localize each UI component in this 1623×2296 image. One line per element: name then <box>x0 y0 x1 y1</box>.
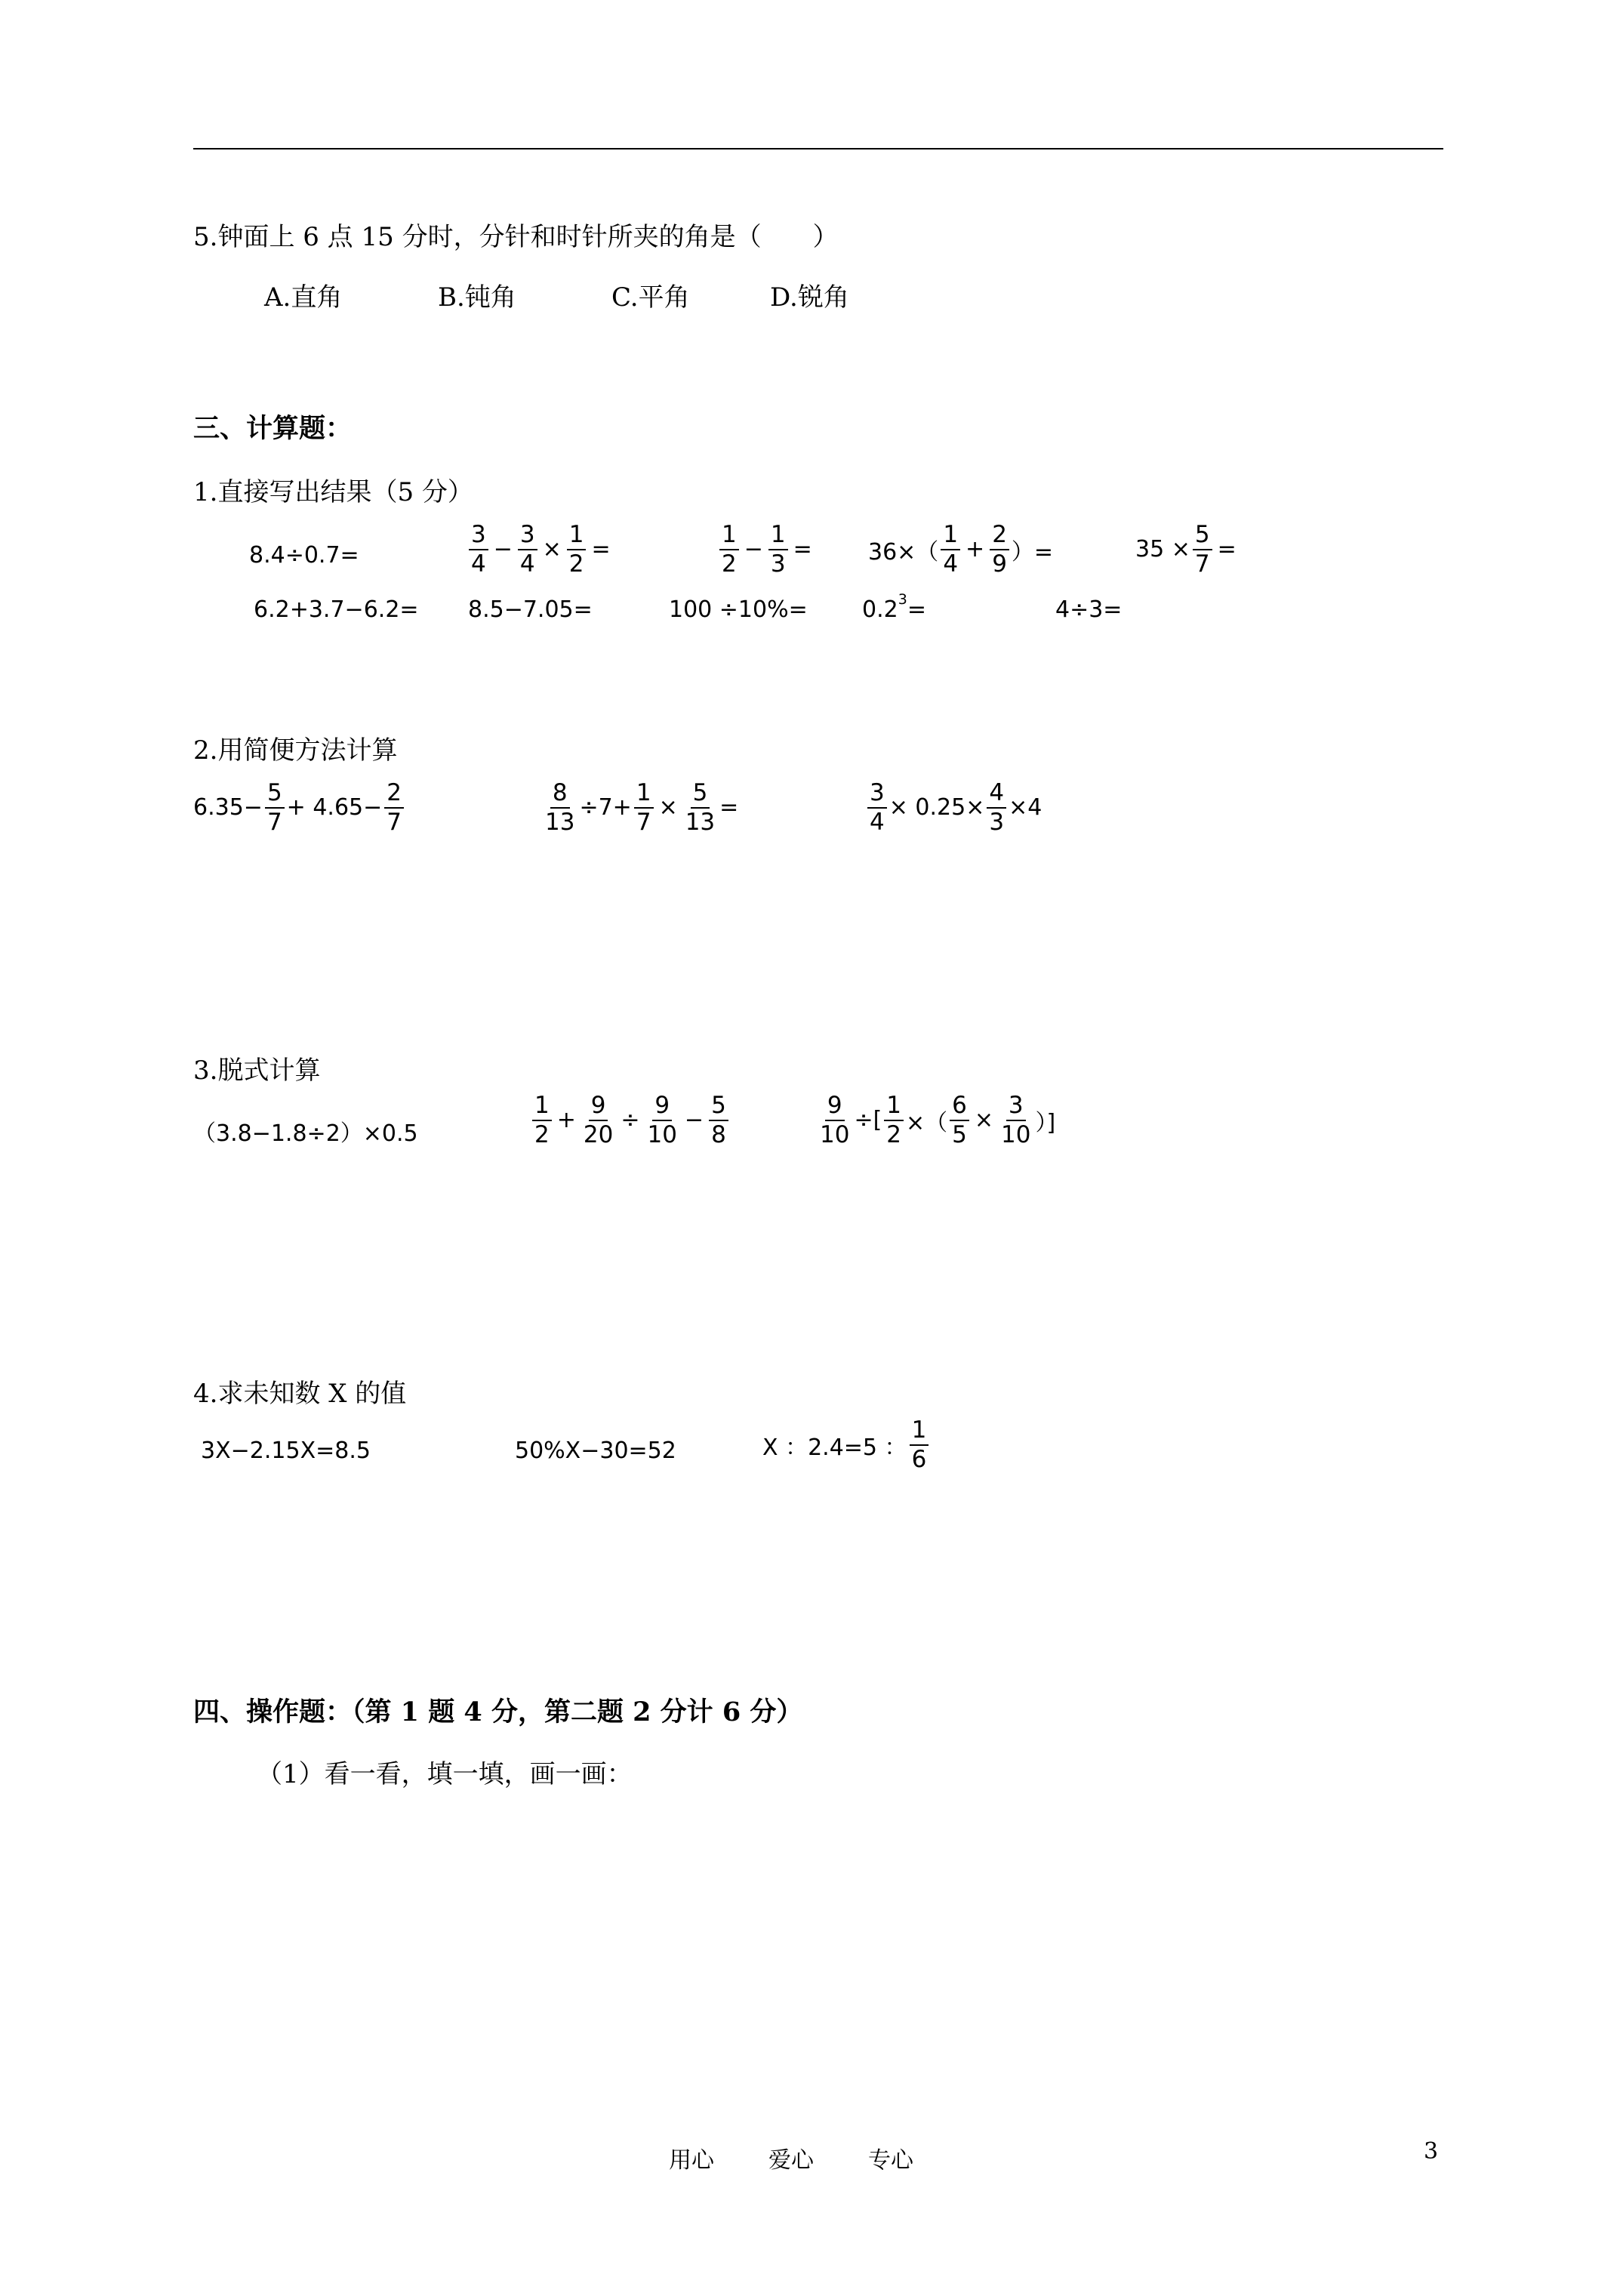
part-1-title: 1.直接写出结果（5 分） <box>193 477 473 507</box>
expr-1-3: $\frac{1}{2}$ − $\frac{1}{3}$ = <box>717 522 815 576</box>
expr-1-1: 8.4÷0.7= <box>249 542 359 569</box>
fraction: $\frac{1}{2}$ <box>567 522 587 576</box>
expr-3-1: （3.8−1.8÷2）×0.5 <box>193 1120 418 1147</box>
expr-1-4: 36×（ $\frac{1}{4}$ + $\frac{2}{9}$ ）= <box>868 521 1054 578</box>
expr-1-2: $\frac{3}{4}$ − $\frac{3}{4}$ × $\frac{1}{2}$ = <box>467 522 614 576</box>
expr-4-1: 3X−2.15X=8.5 <box>201 1438 371 1464</box>
expr-1-9: 0.2 3 = <box>862 590 926 623</box>
expr-1-5: 35 × $\frac{5}{7}$ = <box>1135 521 1236 578</box>
fraction: $\frac{1}{3}$ <box>768 522 788 576</box>
part-2-title: 2.用简便方法计算 <box>193 735 398 766</box>
fraction: $\frac{1}{6}$ <box>910 1418 929 1472</box>
fraction: $\frac{5}{7}$ <box>1193 522 1212 576</box>
fraction: $\frac{9}{10}$ <box>647 1092 677 1148</box>
fraction: $\frac{5}{7}$ <box>265 781 285 834</box>
fraction: $\frac{1}{2}$ <box>884 1093 904 1147</box>
fraction: $\frac{5}{13}$ <box>685 779 716 836</box>
question-5-text: 5.钟面上 6 点 15 分时，分针和时针所夹的角是（ ） <box>193 222 839 252</box>
option-c: C.平角 <box>611 282 690 313</box>
expr-1-8: 100 ÷10%= <box>669 596 808 623</box>
part-3-title: 3.脱式计算 <box>193 1056 321 1086</box>
section-3-title: 三、计算题： <box>193 413 353 444</box>
fraction: $\frac{2}{9}$ <box>990 522 1009 576</box>
expr-4-3: X ：2.4=5 ： $\frac{1}{6}$ <box>762 1418 931 1472</box>
fraction: $\frac{9}{10}$ <box>820 1092 850 1148</box>
expr-1-7: 8.5−7.05= <box>468 596 593 623</box>
fraction: $\frac{1}{2}$ <box>719 522 739 576</box>
footer-left: 用心 <box>669 2147 714 2174</box>
page-number: 3 <box>1424 2138 1439 2165</box>
expr-1-6: 6.2+3.7−6.2= <box>254 596 419 623</box>
fraction: $\frac{3}{4}$ <box>469 522 488 576</box>
header-rule <box>193 148 1443 149</box>
expr-3-2: $\frac{1}{2}$ + $\frac{9}{20}$ ÷ $\frac{9}{10}$ − $\frac{5}{8}$ <box>530 1093 731 1147</box>
option-a: A.直角 <box>264 282 343 313</box>
fraction: $\frac{1}{7}$ <box>634 781 654 834</box>
footer-right: 专心 <box>868 2147 913 2174</box>
fraction: $\frac{3}{10}$ <box>1001 1092 1031 1148</box>
expr-4-2: 50%X−30=52 <box>515 1438 676 1464</box>
fraction: $\frac{6}{5}$ <box>950 1093 969 1147</box>
fraction: $\frac{3}{4}$ <box>518 522 537 576</box>
part-4-title: 4.求未知数 X 的值 <box>193 1379 407 1409</box>
footer-middle: 爱心 <box>768 2147 814 2174</box>
fraction: $\frac{2}{7}$ <box>384 781 404 834</box>
option-d: D.锐角 <box>770 282 849 313</box>
fraction: $\frac{4}{3}$ <box>987 781 1006 834</box>
fraction: $\frac{9}{20}$ <box>583 1092 614 1148</box>
expr-2-2: $\frac{8}{13}$ ÷7+ $\frac{1}{7}$ × $\frac{5}{13}$ = <box>540 781 738 834</box>
option-b: B.钝角 <box>438 282 516 313</box>
section-4-title: 四、操作题：（第 1 题 4 分，第二题 2 分计 6 分） <box>193 1697 803 1727</box>
fraction: $\frac{3}{4}$ <box>867 781 887 834</box>
section-4-part-1: （1）看一看，填一填，画一画： <box>257 1759 633 1789</box>
fraction: $\frac{1}{4}$ <box>941 522 960 576</box>
fraction: $\frac{8}{13}$ <box>545 779 575 836</box>
expr-1-10: 4÷3= <box>1055 596 1123 623</box>
expr-3-3: $\frac{9}{10}$ ÷[ $\frac{1}{2}$ ×（ $\frac{6}{5}$ × $\frac{3}{10}$ ）] <box>815 1093 1055 1147</box>
expr-2-1: 6.35− $\frac{5}{7}$ + 4.65− $\frac{2}{7}$ <box>193 781 406 834</box>
expr-2-3: $\frac{3}{4}$ × 0.25× $\frac{4}{3}$ ×4 <box>865 781 1042 834</box>
fraction: $\frac{1}{2}$ <box>532 1093 552 1147</box>
fraction: $\frac{5}{8}$ <box>709 1093 728 1147</box>
